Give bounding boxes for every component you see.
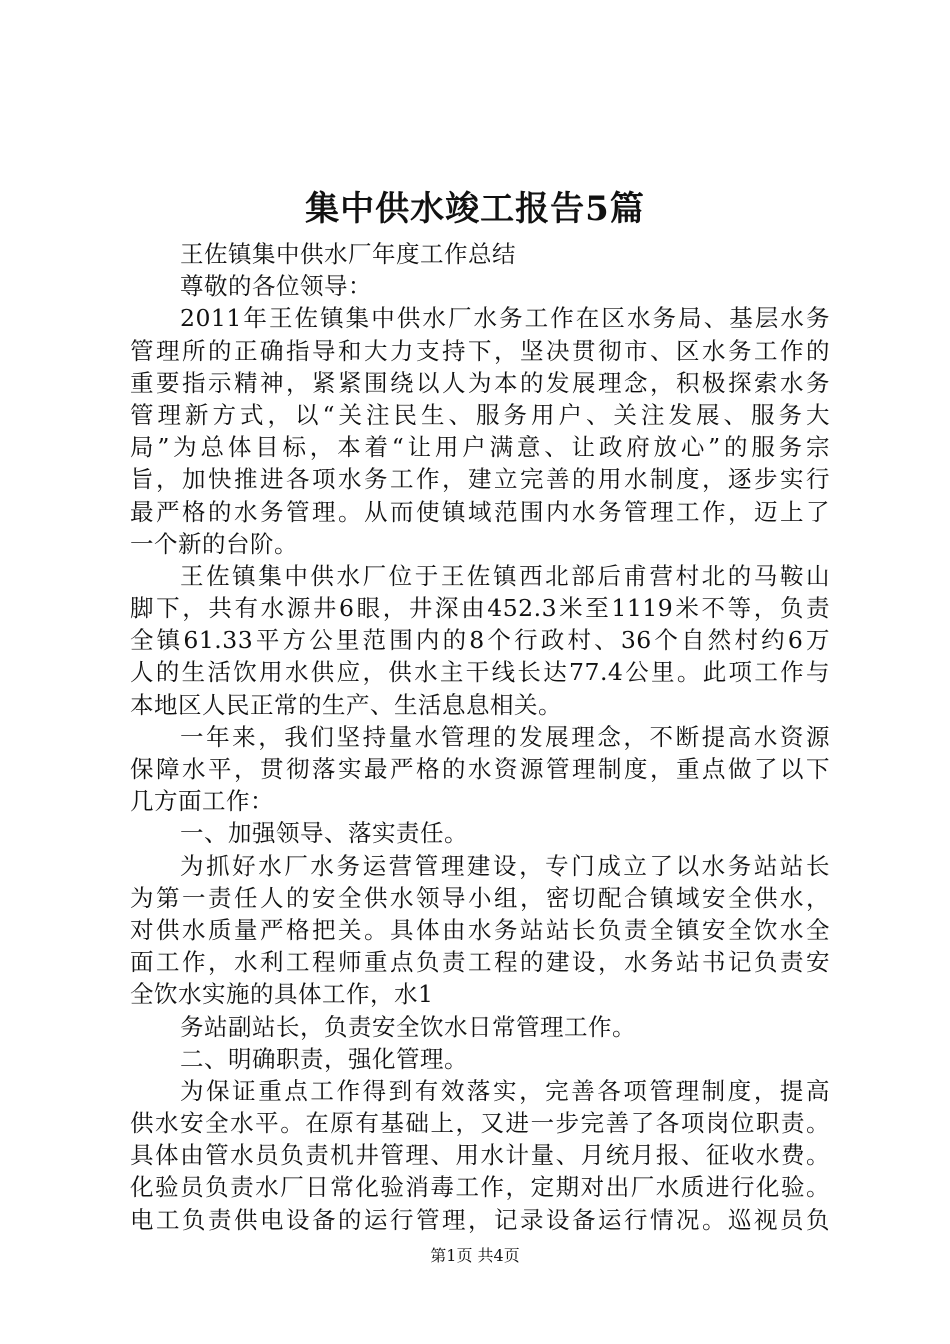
text-line: 为抓好水厂水务运营管理建设，专门成立了以水务站站长 xyxy=(180,851,830,880)
text-line: 管理所的正确指导和大力支持下，坚决贯彻市、区水务工作的 xyxy=(130,336,830,365)
text-line: 二、明确职责，强化管理。 xyxy=(180,1044,468,1073)
text-line: 面工作，水利工程师重点负责工程的建设，水务站书记负责安 xyxy=(130,948,830,977)
text-line: 务站副站长，负责安全饮水日常管理工作。 xyxy=(180,1012,636,1041)
text-line: 本地区人民正常的生产、生活息息相关。 xyxy=(130,690,562,719)
document-title: 集中供水竣工报告5篇 xyxy=(305,189,645,229)
text-line: 王佐镇集中供水厂位于王佐镇西北部后甫营村北的马鞍山 xyxy=(180,561,830,590)
text-line: 供水安全水平。在原有基础上，又进一步完善了各项岗位职责。 xyxy=(130,1109,830,1138)
text-line: 脚下，共有水源井6眼，井深由452.3米至1119米不等，负责 xyxy=(130,594,830,623)
text-line: 一年来，我们坚持量水管理的发展理念，不断提高水资源 xyxy=(180,722,830,751)
text-line: 一个新的台阶。 xyxy=(130,529,298,558)
document-body xyxy=(130,238,830,1236)
text-line: 全镇61.33平方公里范围内的8个行政村、36个自然村约6万 xyxy=(130,626,830,655)
text-line: 最严格的水务管理。从而使镇域范围内水务管理工作，迈上了 xyxy=(130,497,830,526)
text-line: 化验员负责水厂日常化验消毒工作，定期对出厂水质进行化验。 xyxy=(130,1173,830,1202)
text-line: 2011年王佐镇集中供水厂水务工作在区水务局、基层水务 xyxy=(180,304,830,333)
text-line: 具体由管水员负责机井管理、用水计量、月统月报、征收水费。 xyxy=(130,1141,830,1170)
text-line: 为第一责任人的安全供水领导小组，密切配合镇域安全供水， xyxy=(130,883,830,912)
text-line: 电工负责供电设备的运行管理，记录设备运行情况。巡视员负 xyxy=(130,1205,830,1234)
text-line: 保障水平，贯彻落实最严格的水资源管理制度，重点做了以下 xyxy=(130,755,830,783)
text-line: 几方面工作： xyxy=(130,787,274,816)
page-footer: 第1页 共4页 xyxy=(430,1246,520,1265)
text-line: 为保证重点工作得到有效落实，完善各项管理制度，提高 xyxy=(180,1076,830,1105)
text-line: 对供水质量严格把关。具体由水务站站长负责全镇安全饮水全 xyxy=(130,915,830,944)
text-line: 局”为总体目标，本着“让用户满意、让政府放心”的服务宗 xyxy=(130,433,830,462)
text-line: 王佐镇集中供水厂年度工作总结 xyxy=(180,240,516,268)
text-line: 全饮水实施的具体工作，水1 xyxy=(130,980,434,1009)
text-line: 重要指示精神，紧紧围绕以人为本的发展理念，积极探索水务 xyxy=(130,368,830,397)
text-line: 尊敬的各位领导： xyxy=(180,272,372,301)
text-line: 旨，加快推进各项水务工作，建立完善的用水制度，逐步实行 xyxy=(130,465,830,494)
text-line: 管理新方式，以“关注民生、服务用户、关注发展、服务大 xyxy=(130,400,830,429)
text-line: 一、加强领导、落实责任。 xyxy=(180,819,468,848)
text-line: 人的生活饮用水供应，供水主干线长达77.4公里。此项工作与 xyxy=(130,658,830,687)
